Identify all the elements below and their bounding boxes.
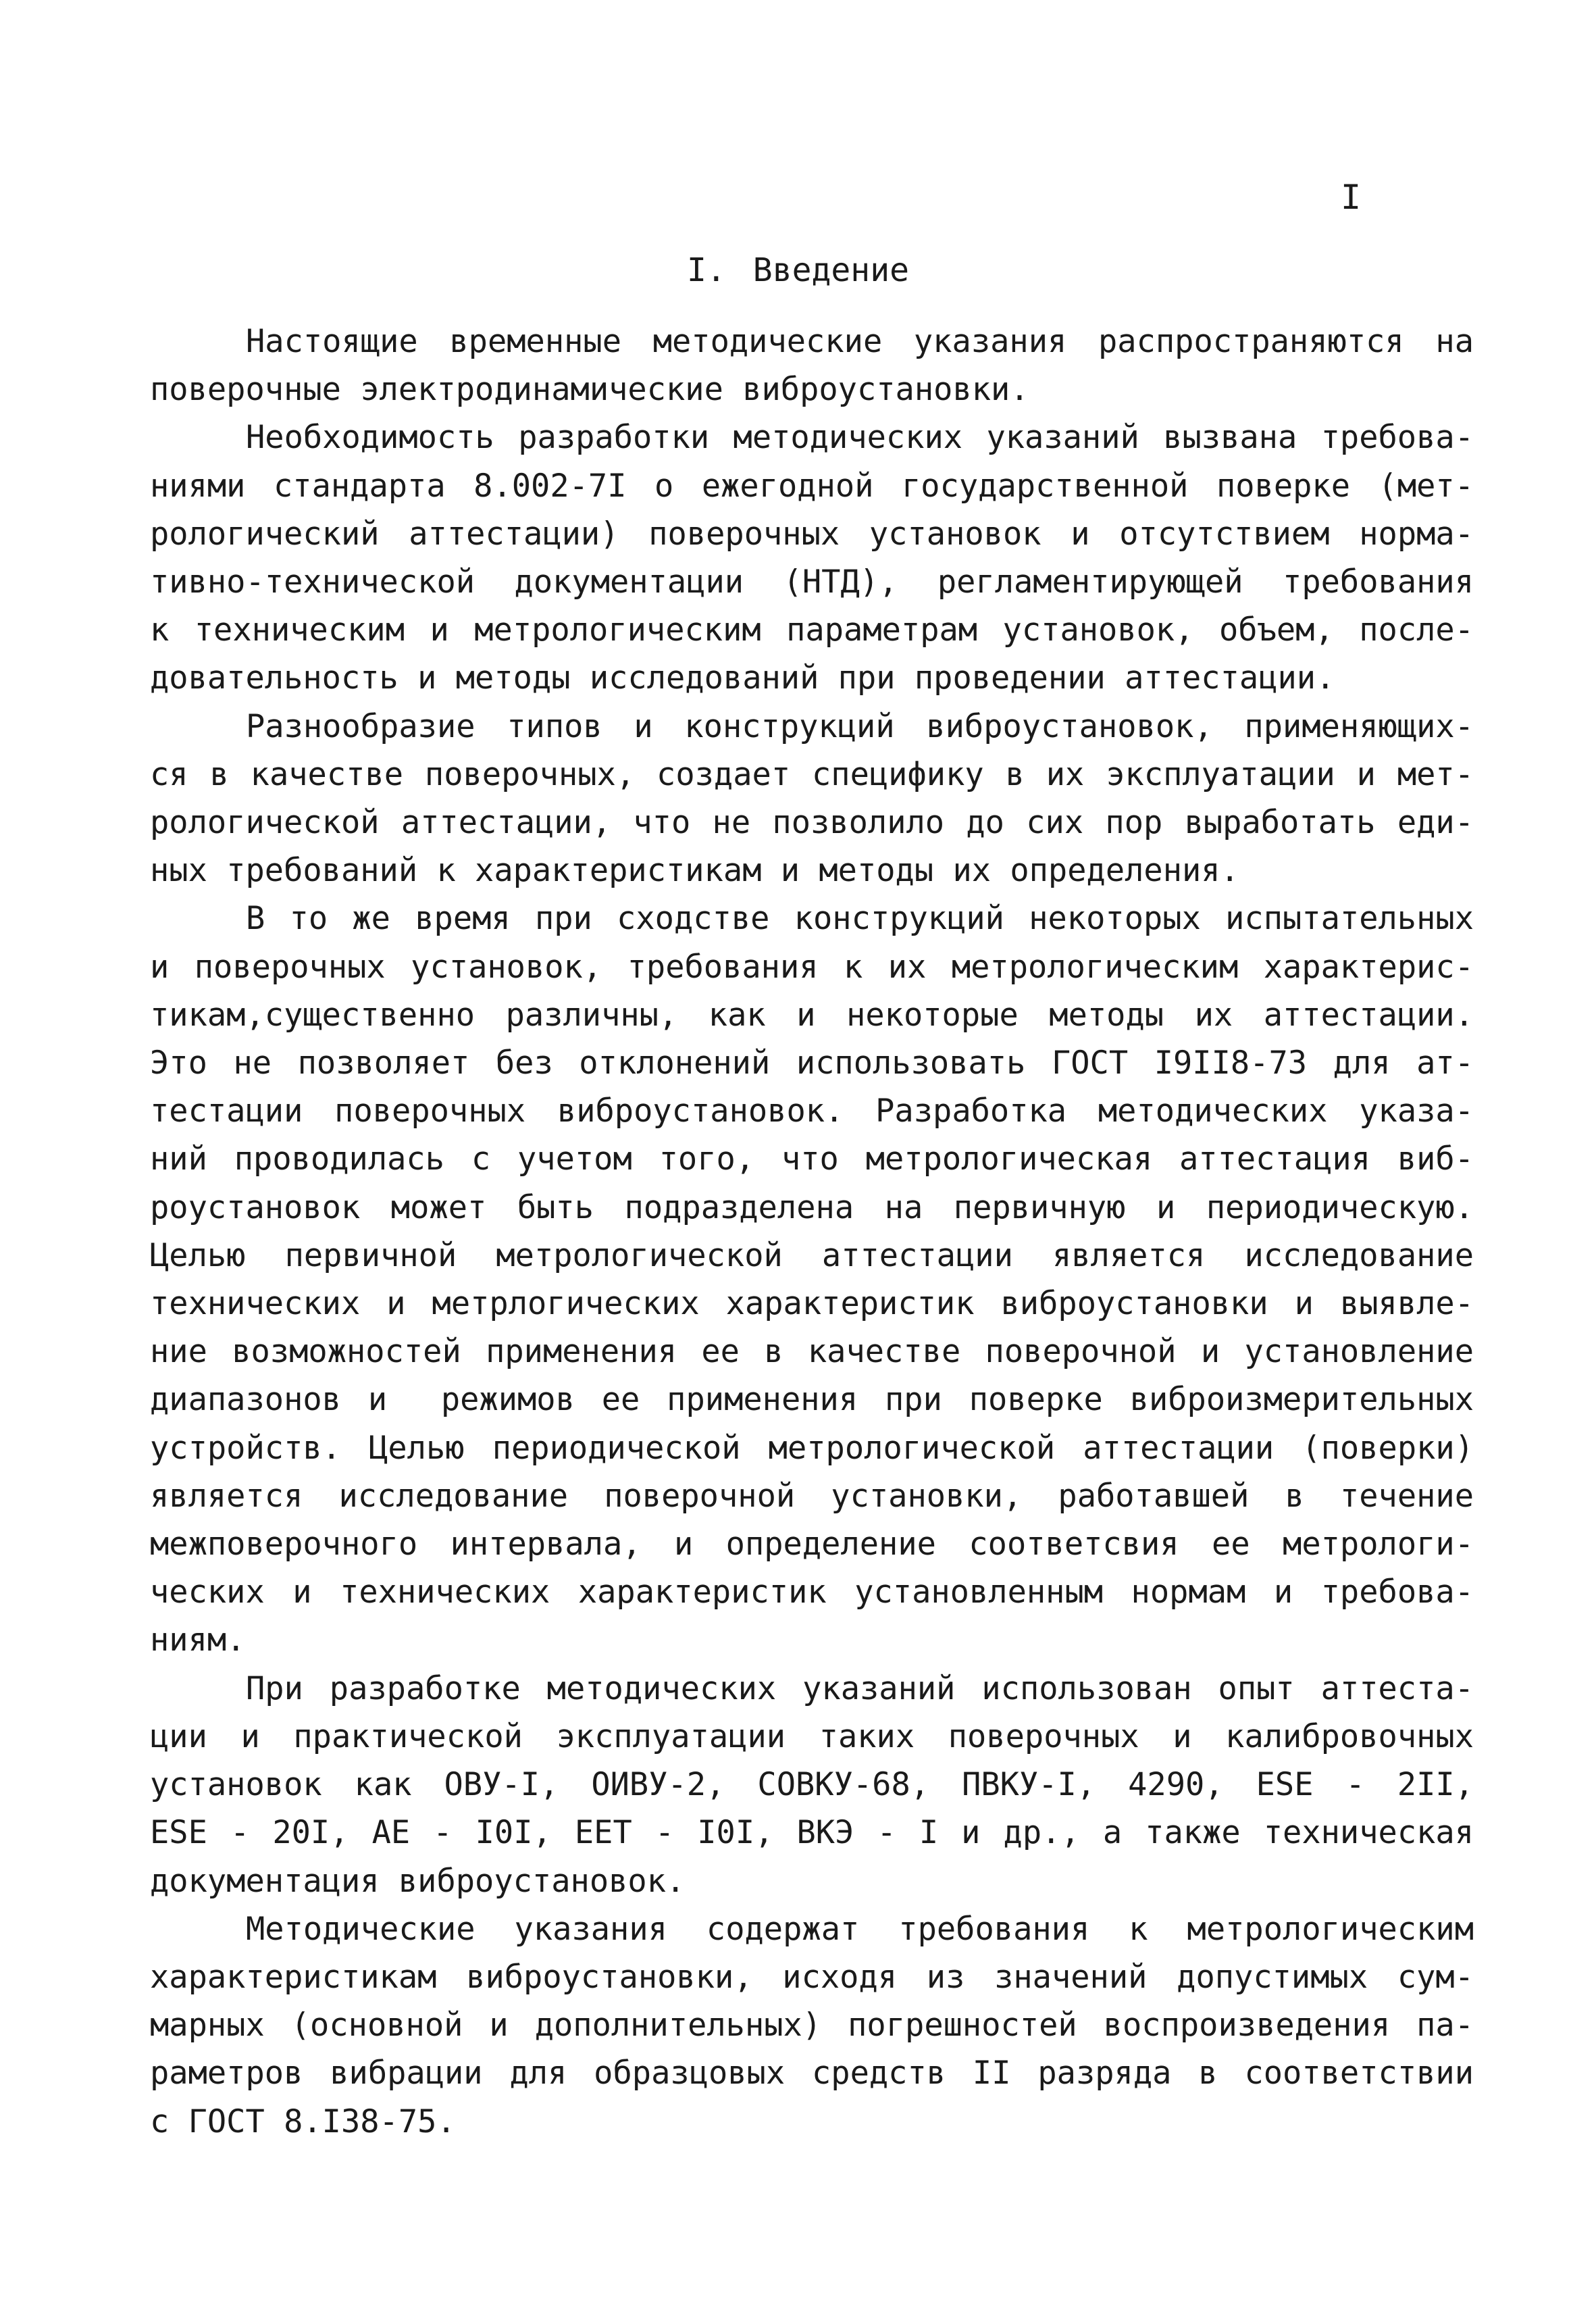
text-line: марных (основной и дополнительных) погрешностей воспроизведения па- xyxy=(150,2007,1474,2044)
text-line: устройств. Целью периодической метрологической аттестации (поверки) xyxy=(150,1429,1474,1467)
text-line: ческих и технических характеристик установленным нормам и требова- xyxy=(150,1574,1474,1611)
text-line: ний проводилась с учетом того, что метрологическая аттестация виб- xyxy=(150,1140,1474,1178)
text-line: тестации поверочных виброустановок. Разработка методических указа- xyxy=(150,1092,1474,1130)
text-line: ся в качестве поверочных, создает специфику в их эксплуатации и мет- xyxy=(150,755,1474,793)
text-line: с ГОСТ 8.I38-75. xyxy=(150,2103,456,2140)
text-line: Настоящие временные методические указания распространяются на xyxy=(246,323,1474,360)
text-line: диапазонов и режимов ее применения при поверке виброизмерительных xyxy=(150,1381,1474,1419)
text-line: ниями стандарта 8.002-7I о ежегодной государственной поверке (мет- xyxy=(150,467,1474,505)
text-line: документация виброустановок. xyxy=(150,1862,686,1900)
text-line: довательность и методы исследований при проведении аттестации. xyxy=(150,659,1335,697)
paragraph xyxy=(150,895,1474,1664)
paragraph xyxy=(150,1665,1474,1905)
text-line: Это не позволяет без отклонений использовать ГОСТ I9II8-73 для ат- xyxy=(150,1045,1474,1082)
text-line: к техническим и метрологическим параметрам установок, объем, после- xyxy=(150,611,1474,649)
text-line: рологический аттестации) поверочных установок и отсутствием норма- xyxy=(150,515,1474,553)
text-line: роустановок может быть подразделена на первичную и периодическую. xyxy=(150,1188,1474,1226)
text-line: ных требований к характеристикам и методы их определения. xyxy=(150,852,1239,890)
paragraph xyxy=(150,413,1474,702)
text-line: Необходимость разработки методических указаний вызвана требова- xyxy=(246,419,1474,457)
text-line: ции и практической эксплуатации таких поверочных и калибровочных xyxy=(150,1717,1474,1755)
paragraph xyxy=(150,1905,1474,2146)
text-line: технических и метрлогических характеристик виброустановки и выявле- xyxy=(150,1285,1474,1323)
text-line: В то же время при сходстве конструкций некоторых испытательных xyxy=(246,900,1474,938)
section-number: I. xyxy=(687,251,726,289)
document-body xyxy=(150,318,1474,2146)
text-line: При разработке методических указаний использован опыт аттеста- xyxy=(246,1669,1474,1707)
text-line: ниям. xyxy=(150,1621,246,1659)
text-line: раметров вибрации для образцовых средств II разряда в соответствии xyxy=(150,2055,1474,2092)
text-line: является исследование поверочной установки, работавшей в течение xyxy=(150,1477,1474,1515)
text-line: Методические указания содержат требования к метрологическим xyxy=(246,1910,1474,1948)
text-line: ние возможностей применения ее в качестве поверочной и установление xyxy=(150,1333,1474,1371)
text-line: межповерочного интервала, и определение соответсвия ее метрологи- xyxy=(150,1526,1474,1563)
text-line: характеристикам виброустановки, исходя из значений допустимых сум- xyxy=(150,1958,1474,1996)
text-line: установок как ОВУ-I, ОИВУ-2, СОВКУ-68, ПВКУ-I, 4290, ESE - 2II, xyxy=(150,1766,1474,1804)
text-line: рологической аттестации, что не позволило до сих пор выработать еди- xyxy=(150,804,1474,842)
text-line: тивно-технической документации (НТД), регламентирующей требования xyxy=(150,563,1474,601)
paragraph xyxy=(150,703,1474,895)
text-line: поверочные электродинамические виброустановки. xyxy=(150,371,1029,409)
paragraph xyxy=(150,318,1474,413)
text-line: ESE - 20I, AE - I0I, EET - I0I, ВКЭ - I и др., а также техническая xyxy=(150,1814,1474,1852)
text-line: и поверочных установок, требования к их метрологическим характерис- xyxy=(150,948,1474,986)
text-line: тикам,существенно различны, как и некоторые методы их аттестации. xyxy=(150,996,1474,1034)
page-number: I xyxy=(1341,178,1362,217)
section-heading xyxy=(0,250,1596,291)
text-line: Разнообразие типов и конструкций виброустановок, применяющих- xyxy=(246,707,1474,745)
text-line: Целью первичной метрологической аттестации является исследование xyxy=(150,1236,1474,1274)
section-title: Введение xyxy=(752,251,909,289)
